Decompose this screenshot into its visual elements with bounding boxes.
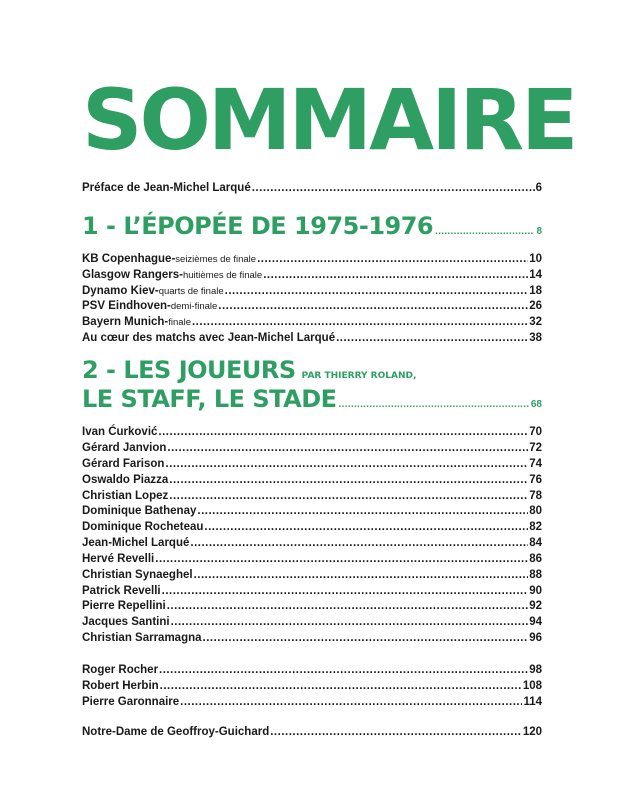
toc-entry-page: 92 [529,600,542,612]
dot-leader [159,664,528,676]
toc-entry-label: Jacques Santini [82,616,170,628]
dot-leader [169,490,528,502]
toc-entry-player[interactable] [82,632,542,647]
toc-entry-player[interactable] [82,585,542,600]
dot-leader [270,726,522,738]
toc-entry-page: 108 [522,680,542,692]
dot-leader [339,399,529,410]
toc-entry-page: 82 [529,521,542,533]
toc-entry-label: Glasgow Rangers- [82,269,183,281]
dot-leader [194,569,529,581]
dot-leader [204,521,528,533]
toc-entry-subtitle: seizièmes de finale [175,254,257,265]
toc-entry-page: 120 [522,726,542,738]
dot-leader [218,300,528,312]
toc-entry-page: 94 [529,616,542,628]
toc-entry-label: Notre-Dame de Geoffroy-Guichard [82,726,270,738]
toc-entry-label: Gérard Janvion [82,442,167,454]
toc-entry-page: 88 [529,569,542,581]
toc-entry-page: 98 [529,664,542,676]
toc-entry-match[interactable] [82,332,542,347]
dot-leader [252,182,535,194]
toc-entry-label: Roger Rocher [82,664,159,676]
toc-entry-label: Christian Lopez [82,490,169,502]
toc-entry-page: 10 [529,253,542,265]
dot-leader [155,553,528,565]
toc-entry-page: 76 [529,474,542,486]
toc-entry-label: KB Copenhague- [82,253,176,265]
toc-entry-staff[interactable] [82,680,542,695]
toc-entry-page: 78 [529,490,542,502]
dot-leader [167,442,528,454]
section-page: 8 [536,226,542,237]
section-2-heading-line2[interactable] [82,385,542,413]
toc-entry-preface[interactable] [82,182,542,197]
section-byline: PAR THIERRY ROLAND, [301,371,417,381]
toc-entry-page: 70 [529,426,542,438]
toc-entry-page: 72 [529,442,542,454]
toc-entry-label: Préface de Jean-Michel Larqué [82,182,251,194]
toc-entry-page: 18 [529,285,542,297]
page-title: SOMMAIRE [82,71,576,169]
section-title: LE STAFF, LE STADE [82,385,337,413]
toc-entry-label: PSV Eindhoven- [82,300,171,312]
toc-entry-label: Christian Synaeghel [82,569,193,581]
dot-leader [180,696,522,708]
toc-entry-match[interactable] [82,316,542,331]
dot-leader [160,680,522,692]
toc-entry-label: Pierre Repellini [82,600,166,612]
toc-entry-label: Bayern Munich- [82,316,169,328]
toc-entry-staff[interactable] [82,664,542,679]
toc-entry-subtitle: huitièmes de finale [182,270,263,281]
toc-entry-match[interactable] [82,285,542,300]
toc-entry-match[interactable] [82,300,542,315]
toc-entry-subtitle: quarts de finale [158,286,224,297]
dot-leader [203,632,529,644]
toc-entry-page: 84 [529,537,542,549]
toc-entry-player[interactable] [82,553,542,568]
dot-leader [197,505,528,517]
dot-leader [225,285,529,297]
toc-entry-page: 114 [523,696,542,708]
dot-leader [336,332,528,344]
toc-entry-page: 80 [529,505,542,517]
toc-entry-label: Pierre Garonnaire [82,696,180,708]
toc-entry-subtitle: finale [168,317,191,328]
toc-entry-player[interactable] [82,569,542,584]
toc-entry-subtitle: demi-finale [170,301,218,312]
dot-leader [162,585,529,597]
toc-entry-page: 38 [529,332,542,344]
toc-entry-player[interactable] [82,442,542,457]
toc-entry-label: Robert Herbin [82,680,159,692]
toc-entry-label: Dominique Rocheteau [82,521,204,533]
toc-entry-page: 90 [529,585,542,597]
dot-leader [192,316,528,328]
toc-entry-page: 74 [529,458,542,470]
dot-leader [435,226,534,237]
toc-entry-page: 86 [529,553,542,565]
toc-entry-label: Dominique Bathenay [82,505,197,517]
dot-leader [257,253,528,265]
section-2-heading-line1[interactable] [82,356,542,384]
toc-entry-label: Oswaldo Piazza [82,474,169,486]
toc-entry-player[interactable] [82,521,542,536]
toc-entry-page: 96 [529,632,542,644]
toc-entry-player[interactable] [82,426,542,441]
toc-entry-match[interactable] [82,253,542,268]
toc-entry-page: 6 [535,182,542,194]
dot-leader [165,458,528,470]
toc-entry-stadium[interactable] [82,726,542,741]
toc-entry-page: 32 [529,316,542,328]
section-title: 2 - LES JOUEURS [82,356,296,384]
toc-entry-label: Hervé Revelli [82,553,155,565]
toc-entry-label: Gérard Farison [82,458,165,470]
toc-entry-player[interactable] [82,490,542,505]
toc-entry-player[interactable] [82,537,542,552]
dot-leader [169,474,528,486]
toc-entry-player[interactable] [82,458,542,473]
toc-entry-label: Ivan Ćurković [82,426,158,438]
toc-entry-player[interactable] [82,505,542,520]
dot-leader [190,537,528,549]
dot-leader [167,600,528,612]
toc-entry-page: 26 [529,300,542,312]
dot-leader [171,616,529,628]
toc-entry-label: Dynamo Kiev- [82,285,159,297]
toc-entry-staff[interactable] [82,696,542,711]
dot-leader [158,426,528,438]
section-title: 1 - L’ÉPOPÉE DE 1975-1976 [82,212,434,240]
toc-entry-label: Patrick Revelli [82,585,161,597]
dot-leader [263,269,528,281]
toc-entry-label: Jean-Michel Larqué [82,537,190,549]
section-1-heading[interactable] [82,212,542,240]
section-page: 68 [530,399,542,410]
toc-entry-player[interactable] [82,616,542,631]
toc-entry-label: Christian Sarramagna [82,632,202,644]
toc-entry-player[interactable] [82,600,542,615]
toc-entry-player[interactable] [82,474,542,489]
toc-entry-page: 14 [529,269,542,281]
toc-entry-label: Au cœur des matchs avec Jean-Michel Larqué [82,332,336,344]
toc-entry-match[interactable] [82,269,542,284]
